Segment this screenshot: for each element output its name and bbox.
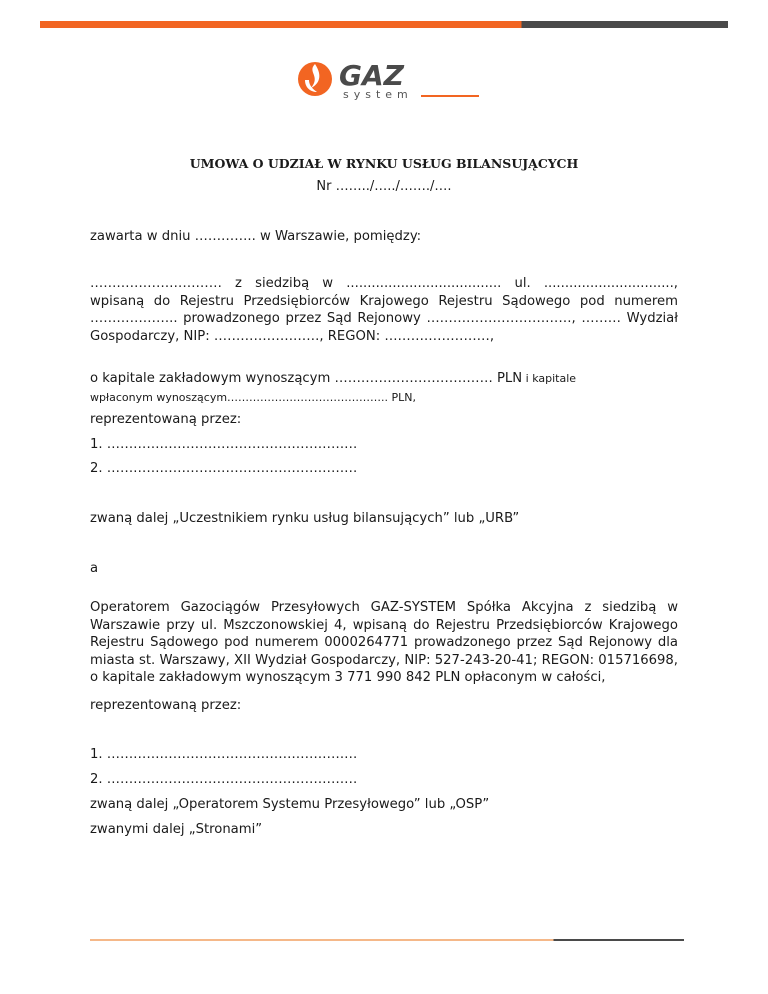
osp-representative-2: 2. ………………………………………………… <box>90 772 358 787</box>
represented-by-urb: reprezentowaną przez: <box>90 412 242 427</box>
osp-details-paragraph: Operatorem Gazociągów Przesyłowych GAZ-SYSTEM Spółka Akcyjna z siedzibą w Warszawie przy ul. Mszczonowskiej 4, wpisaną do Rejestru Przedsiębiorców Krajowego Rejestru Sądowego pod numerem 0000264771 prowadzonego przez Sąd Rejonowy dla miasta st. Warszawy, XII Wydział Gospodarczy, NIP: 527-243-20-41; REGON: 015716698, o kapitale zakładowym wynoszącym 3 771 990 842 PLN opłaconym w całości, <box>90 600 678 686</box>
footer-accent-bar <box>90 939 684 941</box>
represented-by-osp: reprezentowaną przez: <box>90 698 242 713</box>
logo-text: GAZ <box>339 59 404 92</box>
urb-details-paragraph: ………………………… z siedzibą w ..................................... ul. ..............................., wpisaną do Rejestru Przedsiębiorców Krajowego Rejestru Sądowego pod numerem ……………….. prowadzonego przez Sąd Rejonowy ……………………………, ……… Wydział Gospodarczy, NIP: ……………………, REGON: ……………………, <box>90 276 678 344</box>
logo-underline <box>421 95 479 97</box>
parties-alias: zwanymi dalej „Stronami” <box>90 822 263 837</box>
capital-paragraph <box>90 370 678 388</box>
logo-subtitle: system <box>343 88 413 101</box>
intro-line: zawarta w dniu ………….. w Warszawie, pomiędzy: <box>90 229 422 244</box>
osp-alias: zwaną dalej „Operatorem Systemu Przesyłowego” lub „OSP” <box>90 797 490 812</box>
header-accent-bar <box>40 21 728 28</box>
urb-representative-2: 2. ………………………………………………… <box>90 461 358 476</box>
document-title: UMOWA O UDZIAŁ W RYNKU USŁUG BILANSUJĄCYCH <box>189 156 579 171</box>
conjunction: a <box>90 561 99 576</box>
capital-small-text-a: i kapitale <box>522 372 577 385</box>
gaz-system-logo <box>293 58 483 104</box>
capital-main-text: o kapitale zakładowym wynoszącym ……………………………… PLN <box>90 371 523 386</box>
urb-alias: zwaną dalej „Uczestnikiem rynku usług bilansujących” lub „URB” <box>90 511 520 526</box>
osp-representative-1: 1. ………………………………………………… <box>90 747 358 762</box>
document-number: Nr ……../…../……./…. <box>316 179 452 194</box>
urb-representative-1: 1. ………………………………………………… <box>90 437 358 452</box>
capital-paid-line: wpłaconym wynoszącym…………………………………….. PLN, <box>90 391 417 404</box>
